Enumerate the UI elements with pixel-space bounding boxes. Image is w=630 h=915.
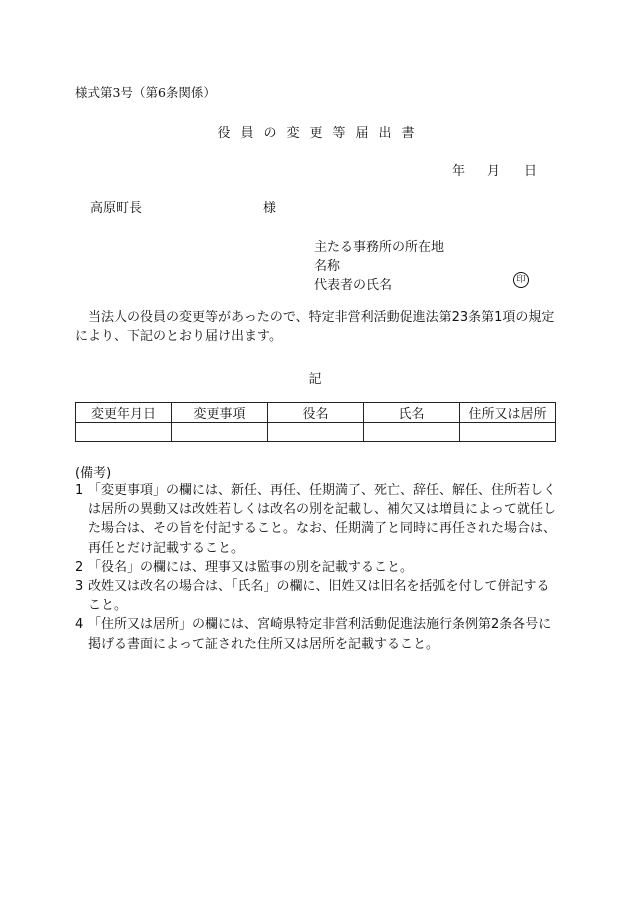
cell-change-item[interactable]	[172, 423, 268, 442]
cell-name[interactable]	[364, 423, 460, 442]
body-paragraph: 当法人の役員の変更等があったので、特定非営利活動促進法第23条第1項の規定により、下記のとおり届け出ます。	[75, 310, 555, 344]
list-item	[75, 577, 557, 615]
note-number: 4	[75, 617, 84, 633]
col-position: 役名	[268, 403, 364, 423]
date-month-label: 月	[487, 164, 501, 179]
date-year-label: 年	[452, 164, 466, 179]
note-text: 改姓又は改名の場合は、「氏名」の欄に、旧姓又は旧名を括弧を付して併記すること。	[88, 579, 550, 614]
representative-name-label: 代表者の氏名	[314, 278, 393, 293]
col-change-item: 変更事項	[172, 403, 268, 423]
note-text: 「役名」の欄には、理事又は監事の別を記載すること。	[88, 559, 414, 575]
note-number: 3	[75, 579, 84, 595]
note-text: 「変更事項」の欄には、新任、再任、任期満了、死亡、辞任、解任、住所若しくは居所の異動又は改姓若しくは改名の別を記載し、補欠又は増員によって就任した場合は、その旨を付記すること。なお、任期満了と同時に再任された場合は、再任とだけ記載すること。	[88, 483, 557, 556]
cell-position[interactable]	[268, 423, 364, 442]
changes-table	[75, 402, 556, 442]
cell-address[interactable]	[460, 423, 556, 442]
form-number: 様式第3号（第6条関係）	[75, 85, 216, 100]
col-address: 住所又は居所	[460, 403, 556, 423]
document-title: 役員の変更等届出書	[217, 126, 425, 141]
note-number: 1	[75, 483, 84, 498]
table-row	[76, 423, 556, 442]
date-day-label: 日	[524, 164, 538, 179]
ki-heading: 記	[308, 372, 322, 387]
addressee-name: 高原町長	[90, 201, 143, 216]
list-item	[75, 558, 557, 577]
addressee-honorific: 様	[263, 201, 277, 216]
table-header-row	[76, 403, 556, 423]
list-item	[75, 615, 557, 653]
organization-name-label: 名称	[314, 259, 341, 274]
col-change-date: 変更年月日	[76, 403, 172, 423]
seal-mark-icon: 印	[513, 272, 529, 288]
note-text: 「住所又は居所」の欄には、宮崎県特定非営利活動促進法施行条例第2条各号に掲げる書面によって証された住所又は居所を記載すること。	[88, 617, 552, 652]
note-number: 2	[75, 559, 84, 575]
col-name: 氏名	[364, 403, 460, 423]
notes-heading: (備考)	[75, 466, 112, 481]
cell-change-date[interactable]	[76, 423, 172, 442]
list-item	[75, 481, 557, 558]
office-address-label: 主たる事務所の所在地	[314, 240, 445, 255]
notes-list	[75, 481, 557, 654]
